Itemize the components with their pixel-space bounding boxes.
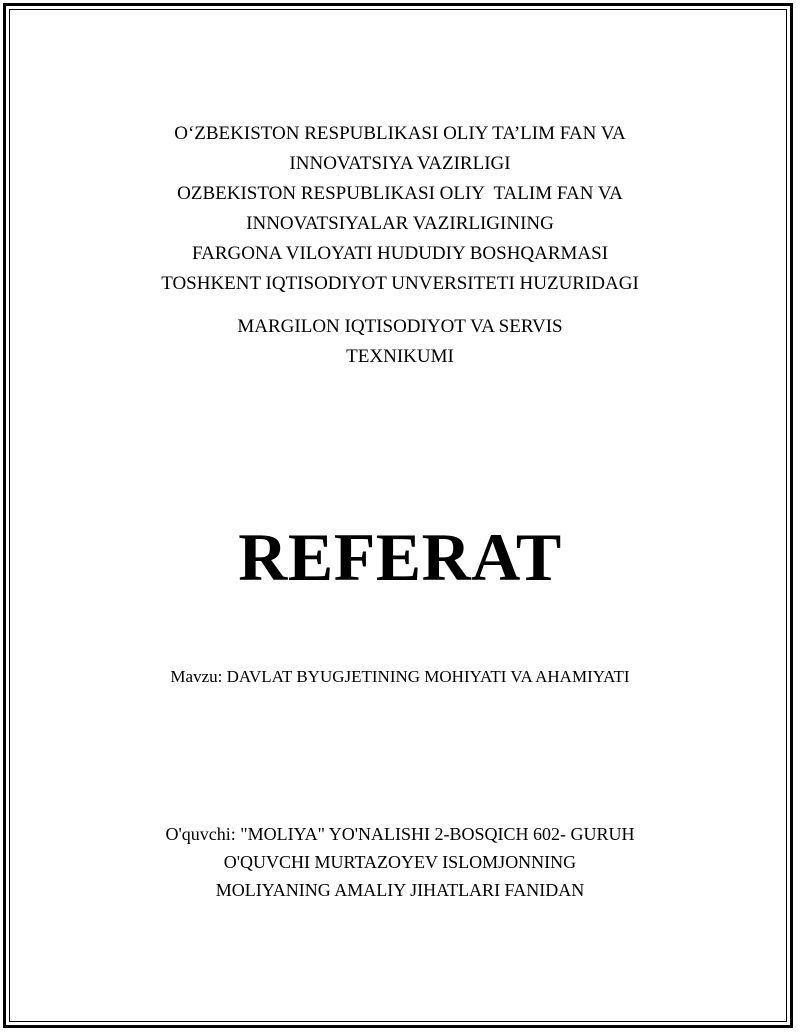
ministry-header — [0, 119, 800, 299]
institution-name — [0, 312, 800, 372]
institution-line: TEXNIKUMI — [346, 346, 454, 367]
header-line: INNOVATSIYA VAZIRLIGI — [289, 153, 511, 174]
header-line: O‘ZBEKISTON RESPUBLIKASI OLIY TA’LIM FAN VA — [174, 123, 626, 144]
topic-line: Mavzu: DAVLAT BYUGJETINING MOHIYATI VA AHAMIYATI — [170, 667, 630, 686]
student-info — [0, 820, 800, 904]
student-line: MOLIYANING AMALIY JIHATLARI FANIDAN — [215, 880, 585, 900]
header-line: TOSHKENT IQTISODIYOT UNVERSITETI HUZURIDAGI — [161, 273, 639, 294]
institution-line: MARGILON IQTISODIYOT VA SERVIS — [237, 316, 563, 337]
student-line: O'quvchi: "MOLIYA" YO'NALISHI 2-BOSQICH 602- GURUH — [165, 824, 635, 844]
header-line: INNOVATSIYALAR VAZIRLIGINING — [246, 213, 554, 234]
student-line: O'QUVCHI MURTAZOYEV ISLOMJONNING — [223, 852, 577, 872]
document-title: REFERAT — [238, 519, 562, 595]
header-line: OZBEKISTON RESPUBLIKASI OLIY TALIM FAN VA — [177, 183, 623, 204]
header-line: FARGONA VILOYATI HUDUDIY BOSHQARMASI — [191, 243, 609, 264]
